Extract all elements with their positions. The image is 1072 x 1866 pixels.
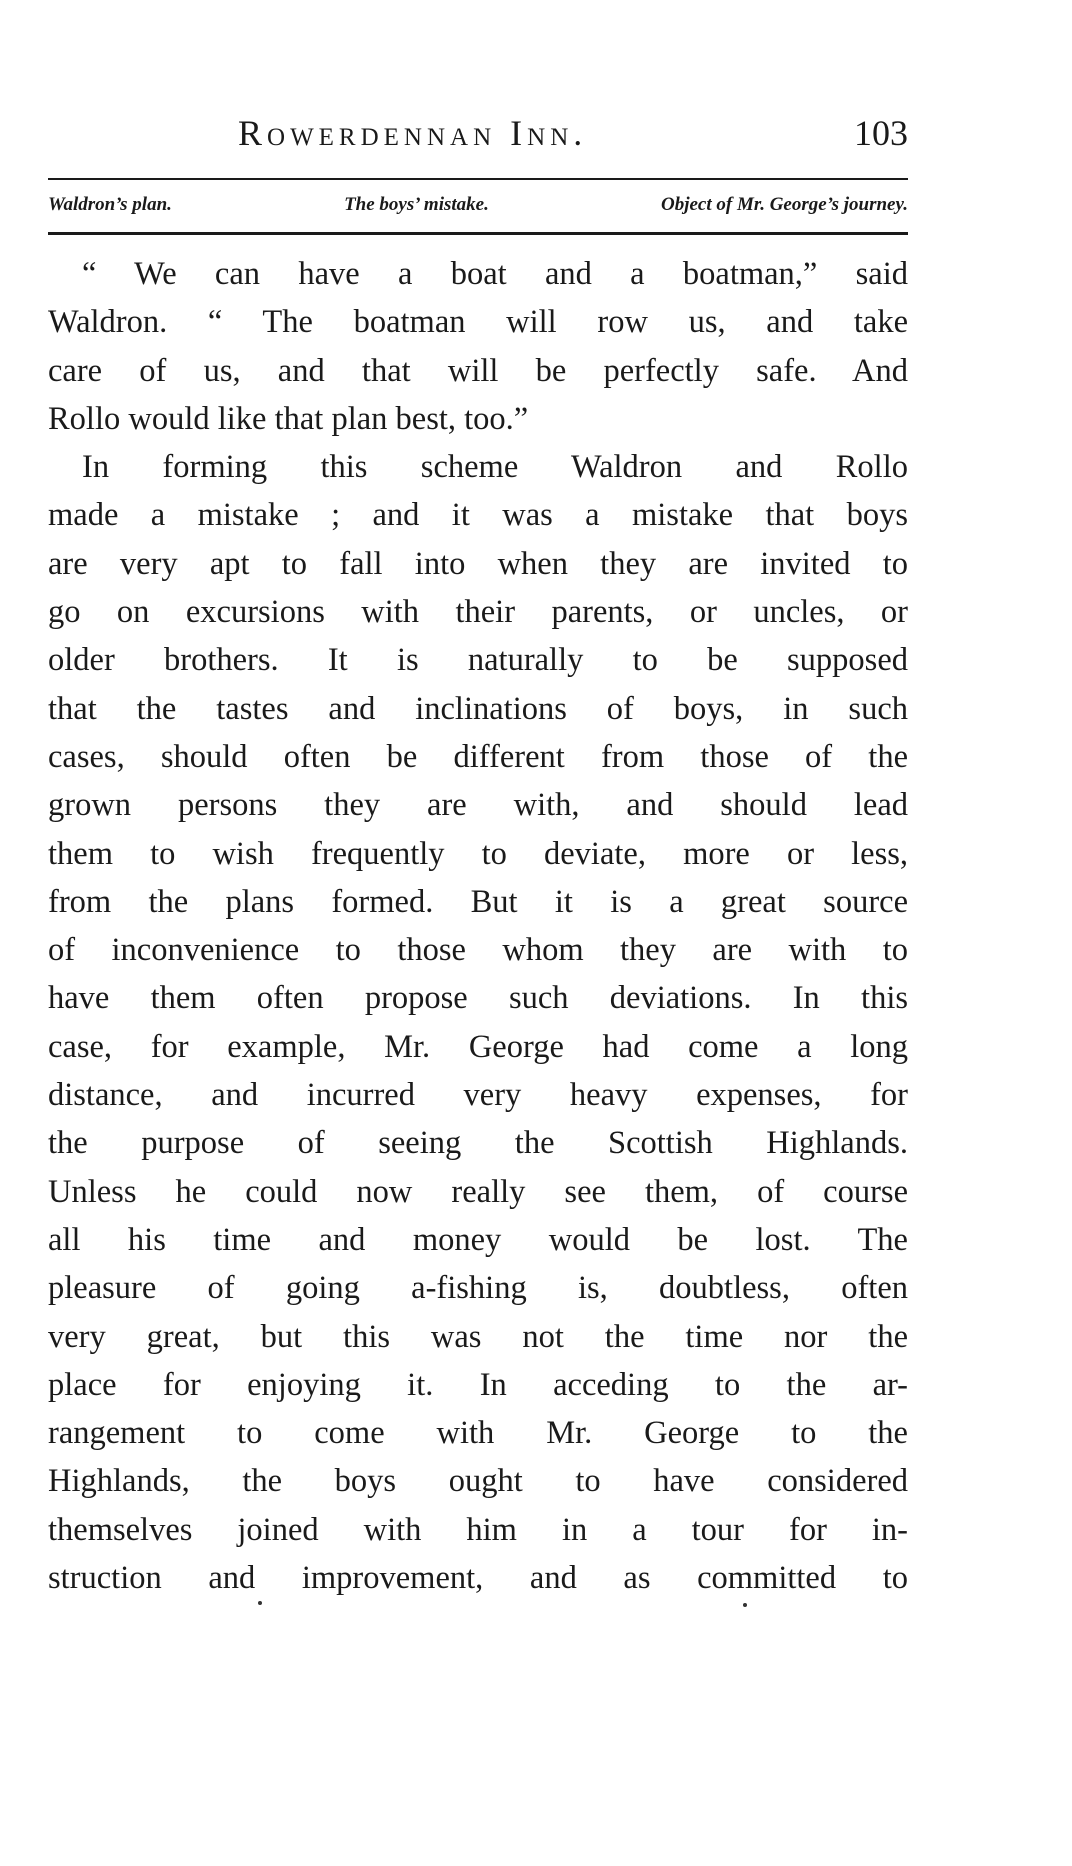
text-line: rangement to come with Mr. George to the bbox=[48, 1415, 908, 1452]
text-line: “ We can have a boat and a boatman,” said bbox=[82, 256, 908, 292]
text-line: from the plans formed. But it is a great source bbox=[48, 883, 908, 920]
subhead-object-of-journey: Object of Mr. George’s journey. bbox=[661, 194, 908, 215]
running-title: Rowerdennan Inn. bbox=[238, 113, 588, 153]
text-line: distance, and incurred very heavy expenses, for bbox=[48, 1077, 908, 1114]
text-line: that the tastes and inclinations of boys, in such bbox=[48, 690, 908, 727]
text-line: Waldron. “ The boatman will row us, and take bbox=[48, 304, 908, 341]
text-line: Highlands, the boys ought to have considered bbox=[48, 1463, 908, 1500]
page-number: 103 bbox=[854, 113, 908, 153]
text-line: made a mistake ; and it was a mistake that boys bbox=[48, 497, 908, 534]
text-line: have them often propose such deviations. In this bbox=[48, 980, 908, 1017]
text-line: grown persons they are with, and should lead bbox=[48, 787, 908, 824]
paragraph-1 bbox=[48, 250, 908, 443]
text-line: the purpose of seeing the Scottish Highlands. bbox=[48, 1125, 908, 1162]
print-speck bbox=[258, 1601, 262, 1605]
text-line: Rollo would like that plan best, too.” bbox=[48, 400, 529, 437]
section-subheads bbox=[48, 188, 908, 222]
text-line: very great, but this was not the time nor the bbox=[48, 1318, 908, 1355]
text-line: Unless he could now really see them, of course bbox=[48, 1173, 908, 1210]
text-line: pleasure of going a-fishing is, doubtless, often bbox=[48, 1270, 908, 1307]
book-page bbox=[48, 0, 908, 1866]
text-line: care of us, and that will be perfectly safe. And bbox=[48, 352, 908, 389]
text-line: are very apt to fall into when they are invited to bbox=[48, 545, 908, 582]
text-line: themselves joined with him in a tour for in- bbox=[48, 1511, 908, 1548]
header-rule-bottom bbox=[48, 232, 908, 235]
text-line: of inconvenience to those whom they are with to bbox=[48, 932, 908, 969]
body-text bbox=[48, 250, 908, 1602]
text-line: go on excursions with their parents, or uncles, or bbox=[48, 594, 908, 631]
text-line: them to wish frequently to deviate, more or less, bbox=[48, 835, 908, 872]
subhead-boys-mistake: The boys’ mistake. bbox=[344, 194, 489, 215]
text-line: cases, should often be different from those of the bbox=[48, 738, 908, 775]
text-line: place for enjoying it. In acceding to the ar- bbox=[48, 1366, 908, 1403]
text-line: struction and improvement, and as committed to bbox=[48, 1560, 908, 1597]
text-line: In forming this scheme Waldron and Rollo bbox=[82, 449, 908, 486]
header-rule-top bbox=[48, 178, 908, 180]
text-line: older brothers. It is naturally to be supposed bbox=[48, 642, 908, 679]
paragraph-2 bbox=[48, 443, 908, 1602]
running-head bbox=[48, 112, 908, 158]
subhead-waldrons-plan: Waldron’s plan. bbox=[48, 194, 172, 215]
print-speck bbox=[743, 1603, 747, 1607]
text-line: all his time and money would be lost. The bbox=[48, 1221, 908, 1258]
text-line: case, for example, Mr. George had come a long bbox=[48, 1028, 908, 1065]
